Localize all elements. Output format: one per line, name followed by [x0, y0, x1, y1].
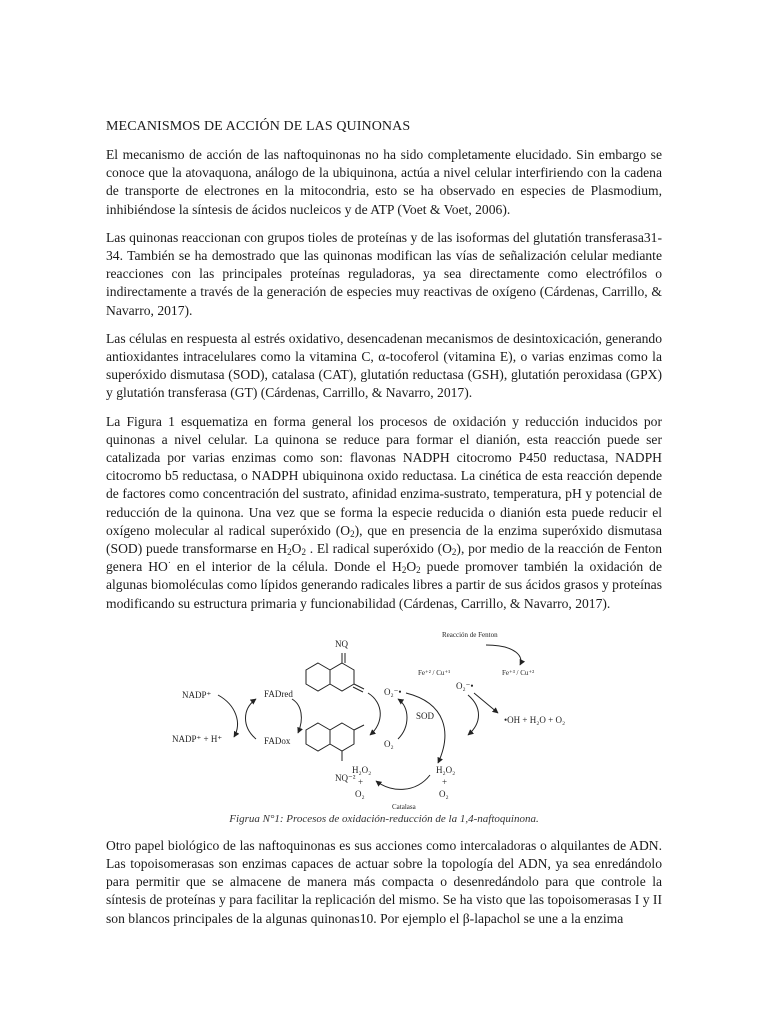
document-page	[106, 118, 662, 938]
sod-label: SOD	[416, 710, 435, 721]
fe2-label: Fe⁺² / Cu⁺¹	[418, 668, 451, 677]
dianion-structure	[306, 723, 364, 761]
paragraph-3: Las células en respuesta al estrés oxidativo, desencadenan mecanismos de desintoxicación, generando antioxidantes intracelulares como la vitamina C, α-tocoferol (vitamina E), o varias enzimas como la superóxido dismutasa (SOD), catalasa (CAT), glutatión reductasa (GSH), glutatión peroxidasa (GPX) y glutatión transferasa (GT) (Cárdenas, Carrillo, & Navarro, 2017).	[106, 330, 662, 401]
fenton-products: •OH + H₂O + O₂	[504, 714, 566, 725]
superoxide-label-1: O₂⁻•	[384, 686, 402, 697]
nadp-label: NADP⁺	[182, 689, 212, 700]
naphthoquinone-structure	[306, 653, 364, 692]
paragraph-5: Otro papel biológico de las naftoquinonas es sus acciones como intercaladoras o alquilantes de ADN. Las topoisomerasas son enzimas capaces de actuar sobre la topología del ADN, ya sea enredándolo para permitir que se almacene de manera más compacta o desenredándolo para que controle la síntesis de proteínas y para facilitar la replicación del mismo. Se ha visto que las topoisomerasas I y II son blancos principales de la algunas quinonas10. Por ejemplo el β-lapachol se une a la enzima	[106, 837, 662, 926]
section-heading: MECANISMOS DE ACCIÓN DE LAS QUINONAS	[106, 119, 411, 134]
h2o2-label-right: H₂O₂	[436, 764, 456, 775]
fadred-label: FADred	[264, 688, 293, 699]
fadox-label: FADox	[264, 735, 291, 746]
catalasa-label: Catalasa	[392, 802, 416, 811]
redox-figure	[106, 623, 662, 813]
figure-caption: Figrua N°1: Procesos de oxidación-reducción de la 1,4-naftoquinona.	[229, 812, 539, 825]
fe3-label: Fe⁺³ / Cu⁺²	[502, 668, 535, 677]
nq2-label: NQ⁻²	[335, 772, 356, 783]
plus-left: +	[358, 776, 364, 787]
paragraph-4: La Figura 1 esquematiza en forma general los procesos de oxidación y reducción inducidos por quinonas a nivel celular. La quinona se reduce para formar el dianión, esta reacción puede ser catalizada por varias enzimas como son: flavonas NADPH citocromo P450 reductasa, NADPH citocromo b5 reductasa, o NADPH ubiquinona oxido reductasa. La cinética de esta reacción depende de factores como concentración del sustrato, afinidad enzima-sustrato, temperatura, pH y potencial de reducción de la quinona. Una vez que se forma la especie reducida o dianión esta puede reducir el oxígeno molecular al radical superóxido $(O_2)$, que en presencia de la enzima superóxido dismutasa (SOD) puede transformarse en $H_2O_2$ . El radical superóxido $(O_2)$, por medio de la reacción de Fenton genera HO· en el interior de la célula. Donde el $H_2O_2$ puede promover también la oxidación de algunas biomoléculas como lípidos generando radicales libres a partir de sus ácidos grasos y proteínas modificando su estructura primaria y funcionabilidad (Cárdenas, Carrillo, & Navarro, 2017).	[106, 413, 662, 611]
fenton-label: Reacción de Fenton	[442, 630, 498, 639]
nadph-label: NADP⁺ + H⁺	[172, 733, 223, 744]
o2-left: O₂	[355, 788, 365, 799]
oxygen-label: O₂	[384, 738, 394, 749]
h2o2-label-left: H₂O₂	[352, 764, 372, 775]
paragraph-1: El mecanismo de acción de las naftoquinonas no ha sido completamente elucidado. Sin embargo se conoce que la atovaquona, análogo de la ubiquinona, actúa a nivel celular interfiriendo con la cadena de transporte de electrones en la mitocondria, esto se ha observado en especies de Plasmodium, inhibiéndose la síntesis de ácidos nucleicos y de ATP (Voet & Voet, 2006).	[106, 147, 662, 217]
o2-right: O₂	[439, 788, 449, 799]
nq-label: NQ	[335, 638, 348, 649]
plus-right: +	[442, 776, 448, 787]
paragraph-2: Las quinonas reaccionan con grupos tioles de proteínas y de las isoformas del glutatión transferasa31-34. También se ha demostrado que las quinonas modifican las vías de señalización celular mediante reacciones con las principales proteínas reguladoras, ya sea directamente como electrófilos o indirectamente a través de la generación de especies muy reactivas de oxígeno (Cárdenas, Carrillo, & Navarro, 2017).	[106, 229, 662, 318]
redox-diagram	[106, 623, 662, 813]
superoxide-label-2: O₂⁻•	[456, 680, 474, 691]
